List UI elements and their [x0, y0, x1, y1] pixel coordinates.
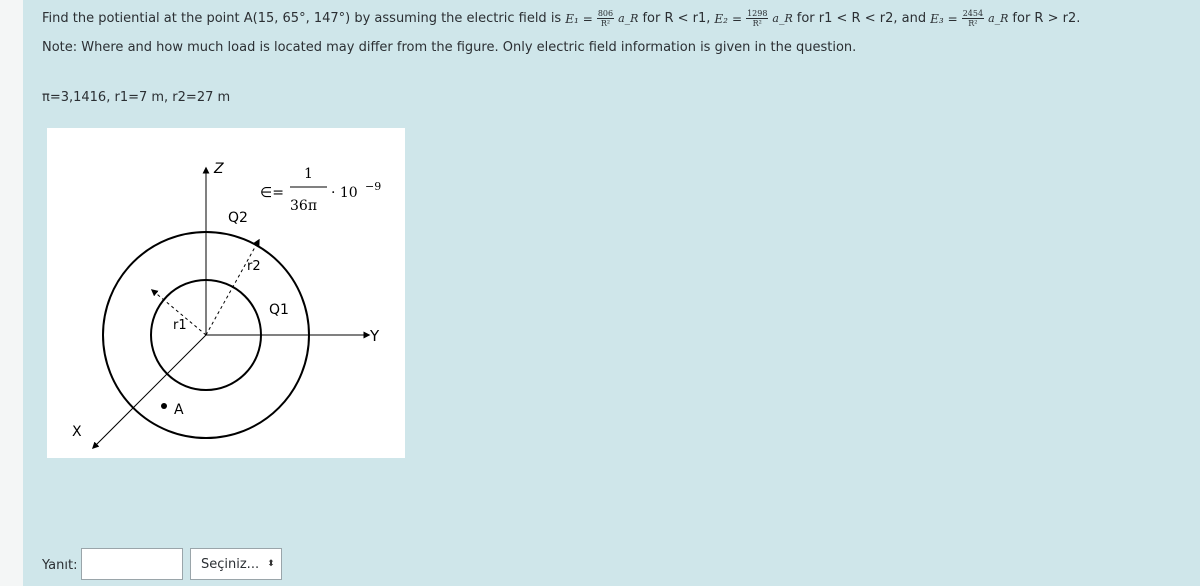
- e3-symbol: E₃: [930, 11, 944, 26]
- equals-sign: =: [947, 11, 958, 26]
- point-a-label: A: [174, 402, 184, 418]
- question-params: π=3,1416, r1=7 m, r2=27 m: [42, 90, 231, 105]
- epsilon-denominator: 36π: [290, 198, 318, 214]
- coordinate-diagram: [47, 128, 405, 458]
- equals-sign: =: [732, 11, 743, 26]
- z-axis-label: Z: [214, 161, 224, 177]
- e1-numerator: 806: [597, 9, 614, 18]
- e3-condition: for R > r2.: [1012, 11, 1081, 26]
- e2-symbol: E₂: [714, 11, 728, 26]
- e1-fraction: [597, 9, 614, 28]
- e2-denominator: R²: [752, 19, 762, 28]
- e1-denominator: R²: [600, 19, 611, 28]
- x-axis: [93, 335, 206, 448]
- q1-label: Q1: [269, 302, 289, 318]
- question-intro: Find the potiential at the point A(15, 65°, 147°) by assuming the electric field is: [42, 11, 562, 26]
- question-text: [42, 9, 1080, 28]
- r2-label: r2: [247, 259, 261, 274]
- r1-label: r1: [173, 318, 187, 333]
- q2-label: Q2: [228, 210, 248, 226]
- select-caret-icon: ⬍: [267, 559, 275, 569]
- unit-vector-aR: a_R: [988, 12, 1009, 25]
- unit-vector-aR: a_R: [618, 12, 639, 25]
- e3-fraction: [962, 9, 984, 28]
- y-axis-label: Y: [370, 327, 380, 345]
- unit-vector-aR: a_R: [772, 12, 793, 25]
- x-axis-label: X: [72, 424, 82, 440]
- e1-symbol: E₁: [565, 11, 579, 26]
- e3-denominator: R²: [968, 19, 978, 28]
- e2-fraction: [746, 9, 768, 28]
- epsilon-multiplier: · 10: [331, 185, 358, 201]
- answer-label: Yanıt:: [42, 558, 78, 573]
- epsilon-prefix: ∈=: [260, 185, 284, 201]
- equals-sign: =: [582, 11, 593, 26]
- point-a-dot: [161, 403, 167, 409]
- figure-image: [47, 128, 405, 458]
- epsilon-exponent: −9: [365, 180, 382, 193]
- e3-numerator: 2454: [962, 9, 984, 18]
- e2-condition: for r1 < R < r2, and: [796, 11, 927, 26]
- e2-numerator: 1298: [747, 9, 768, 18]
- question-note: Note: Where and how much load is located may differ from the figure. Only electric field information is given in the question.: [42, 40, 857, 55]
- epsilon-numerator: 1: [304, 166, 313, 182]
- unit-select-value: Seçiniz...: [201, 556, 260, 572]
- e1-condition: for R < r1,: [642, 11, 711, 26]
- answer-input[interactable]: [81, 548, 183, 580]
- unit-select[interactable]: [190, 548, 282, 580]
- r2-radius-line: [206, 240, 259, 335]
